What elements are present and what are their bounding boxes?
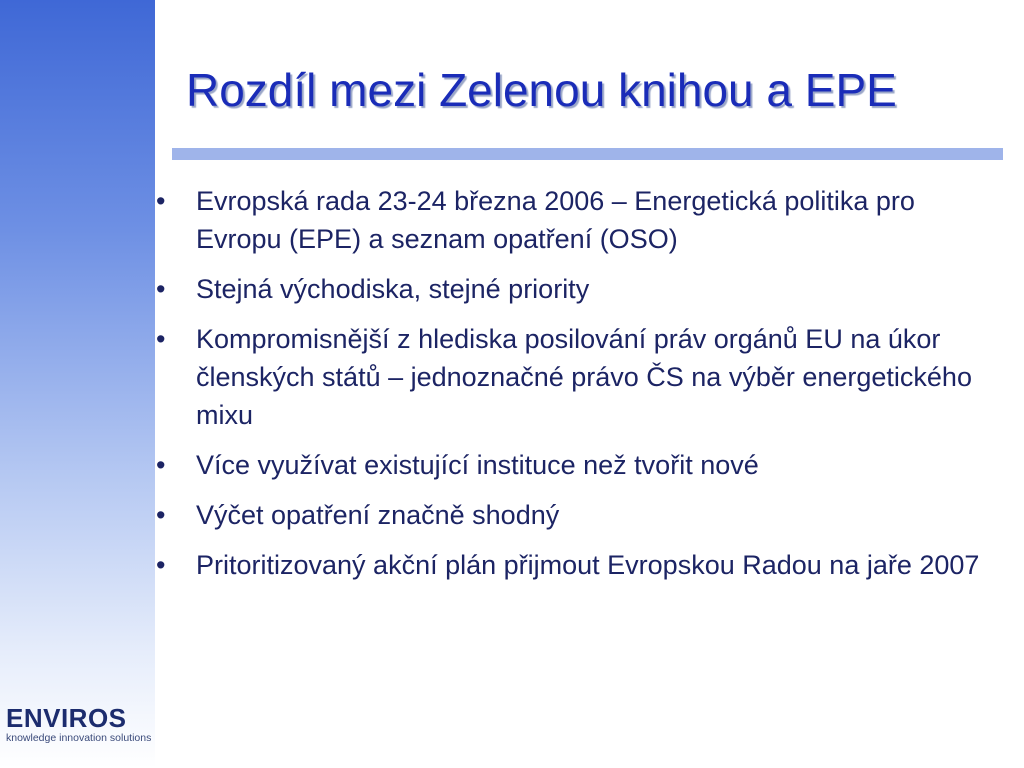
bullet-icon: • [156,186,166,216]
decorative-side-band [0,0,155,768]
title-underline-bar [172,148,1003,160]
bullet-item [152,446,1002,484]
logo-tagline: knowledge innovation solutions [6,732,152,744]
bullet-icon: • [156,500,166,530]
bullet-text: Pritoritizovaný akční plán přijmout Evropskou Radou na jaře 2007 [196,550,980,580]
bullet-icon: • [156,450,166,480]
bullet-icon: • [156,324,166,354]
logo-name: ENVIROS [6,703,127,733]
bullet-icon: • [156,550,166,580]
bullet-text: Evropská rada 23-24 března 2006 – Energetická politika pro Evropu (EPE) a seznam opatření (OSO) [196,186,915,254]
bullet-list [152,182,1002,596]
bullet-item [152,496,1002,534]
bullet-text: Výčet opatření značně shodný [196,500,560,530]
bullet-icon: • [156,274,166,304]
slide-title: Rozdíl mezi Zelenou knihou a EPE [186,64,897,116]
bullet-item [152,546,1002,584]
bullet-text: Kompromisnější z hlediska posilování práv orgánů EU na úkor členských států – jednoznačné právo ČS na výběr energetického mixu [196,324,972,430]
bullet-item [152,182,1002,258]
bullet-item [152,320,1002,434]
enviros-logo [6,704,154,745]
bullet-text: Stejná východiska, stejné priority [196,274,590,304]
bullet-item [152,270,1002,308]
bullet-text: Více využívat existující instituce než tvořit nové [196,450,759,480]
